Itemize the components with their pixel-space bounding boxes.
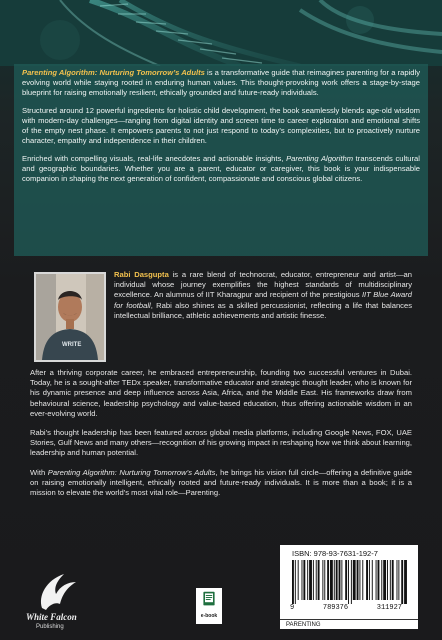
isbn-barcode (280, 545, 418, 629)
book-title-italic: Parenting Algorithm (286, 154, 354, 163)
ebook-badge (196, 588, 222, 624)
description-paragraph-3 (22, 154, 420, 184)
barcode-stripe (357, 560, 359, 600)
bio-text: , he brings his vision full circle—offering a definitive guide on raising emotionally intelligent, ethically rooted and future-ready individuals. It is more than a book; it is a mission to elevate the world’s most vital role—Parenting. (30, 467, 412, 498)
barcode-stripe (309, 560, 312, 600)
author-bio (30, 368, 412, 507)
barcode-stripe (351, 560, 352, 604)
barcode-stripe (324, 560, 325, 600)
barcode-stripe (381, 560, 382, 600)
author-bio-paragraph-2: After a thriving corporate career, he embraced entrepreneurship, founding two successful ventures in Dubai. Today, he is a sought-after TEDx speaker, transformative educator and strategic thought leader, who is known for his dynamic presence and deep influence across Asia, Africa, and the Middle East. His frameworks draw from behavioural science, leadership psychology and value-based education, thus offering actionable wisdom in an ever-evolving world. (30, 368, 412, 418)
barcode-stripe (378, 560, 380, 600)
shirt-text: WRITE (62, 342, 82, 348)
barcode-stripe (302, 560, 303, 600)
barcode-stripe (390, 560, 391, 600)
author-bio-paragraph-4 (30, 468, 412, 499)
description-text: transcends cultural and geographic boundaries. Whether you are a parent, educator or caregiver, this book is your indispensable companion in shaping the next generation of confident, compassionate and conscious global citizens. (22, 154, 420, 183)
barcode-stripe (318, 560, 320, 600)
book-title-italic: Parenting Algorithm: Nurturing Tomorrow’s Adults (47, 467, 216, 477)
barcode-stripe (404, 560, 407, 604)
genre-label: PARENTING (280, 619, 418, 629)
barcode-stripe (372, 560, 373, 600)
barcode-bars (290, 560, 408, 604)
bio-text: With (30, 467, 48, 477)
barcode-stripe (345, 560, 347, 600)
barcode-stripe (397, 560, 398, 600)
barcode-digit-lead: 9 (290, 604, 295, 612)
barcode-stripe (339, 560, 341, 600)
bio-text: , Rabi also shines as a skilled percussionist, reflecting a life that balances intellectual brilliance, athletic achievements and artistic finesse. (114, 300, 412, 320)
description-text: Enriched with compelling visuals, real-life anecdotes and actionable insights, (22, 154, 287, 163)
barcode-stripe (330, 560, 333, 600)
author-bio-paragraph-1 (114, 270, 412, 321)
barcode-stripe (376, 560, 377, 600)
book-description-panel (14, 64, 428, 256)
barcode-stripe (341, 560, 342, 600)
barcode-stripe (298, 560, 299, 600)
barcode-stripe (336, 560, 338, 600)
barcode-digit-group-1: 789376 (322, 604, 349, 612)
dna-helix-illustration (0, 0, 442, 66)
barcode-stripe (366, 560, 368, 600)
falcon-icon (41, 574, 76, 610)
publisher-subname: Publishing (36, 624, 64, 630)
description-paragraph-1 (22, 68, 420, 98)
barcode-stripe (307, 560, 308, 600)
barcode-stripe (303, 560, 305, 600)
barcode-stripe (359, 560, 360, 600)
ebook-icon (201, 590, 217, 608)
book-title-highlight: Parenting Algorithm: Nurturing Tomorrow’s Adults (22, 68, 205, 77)
author-bio-paragraph-3: Rabi’s thought leadership has been featured across global media platforms, including Google News, FOX, UAE Stories, Gulf News and many others—recognition of his growing impact in reshaping how we think about learning, leadership and human potential. (30, 428, 412, 458)
bio-text: is a rare blend of technocrat, educator, entrepreneur and artist—an individual whose journey exemplifies the highest standards of multidisciplinary excellence. An alumnus of IIT Kharagpur and recipient of the prestigious (114, 270, 413, 300)
barcode-stripe (369, 560, 370, 600)
description-text: is a transformative guide that reimagines parenting for a rapidly evolving world while staying rooted in enduring human values. This thought-provoking work offers a stage-by-stage blueprint for raising emotionally resilient, ethically grounded and future-ready individuals. (22, 68, 420, 97)
barcode-digit-group-2: 311927 (376, 604, 402, 612)
author-portrait-image (36, 274, 104, 360)
author-photo (34, 272, 106, 362)
barcode-stripe (292, 560, 294, 604)
barcode-stripe (353, 560, 356, 600)
barcode-stripe (327, 560, 329, 600)
description-paragraph-2: Structured around 12 powerful ingredients for holistic child development, the book seamlessly blends age-old wisdom with modern-day challenges—ranging from digital identity and screen time to career exploration and emotional shifts of the empty nest phase. It empowers parents to not just respond to today’s complexities, but to proactively nurture character, empathy and independence in their children. (22, 106, 420, 145)
author-name: Rabi Dasgupta (114, 270, 169, 279)
barcode-stripe (313, 560, 314, 600)
barcode-stripe (392, 560, 394, 600)
white-falcon-publishing-logo (20, 572, 90, 630)
barcode-stripe (387, 560, 388, 600)
barcode-stripe (398, 560, 399, 600)
barcode-stripe (362, 560, 363, 600)
barcode-stripe (295, 560, 296, 604)
barcode-stripe (383, 560, 386, 600)
barcode-stripe (316, 560, 317, 600)
barcode-stripe (348, 560, 349, 604)
barcode-stripe (401, 560, 403, 604)
publisher-name: White Falcon (26, 612, 77, 622)
barcode-stripe (334, 560, 335, 600)
barcode-stripe (322, 560, 323, 600)
ebook-label: e-book (200, 613, 218, 619)
award-name: IIT Blue Award for football (114, 290, 412, 310)
isbn-text: ISBN: 978-93-7631-192-7 (292, 549, 378, 558)
barcode-digits (290, 604, 402, 612)
